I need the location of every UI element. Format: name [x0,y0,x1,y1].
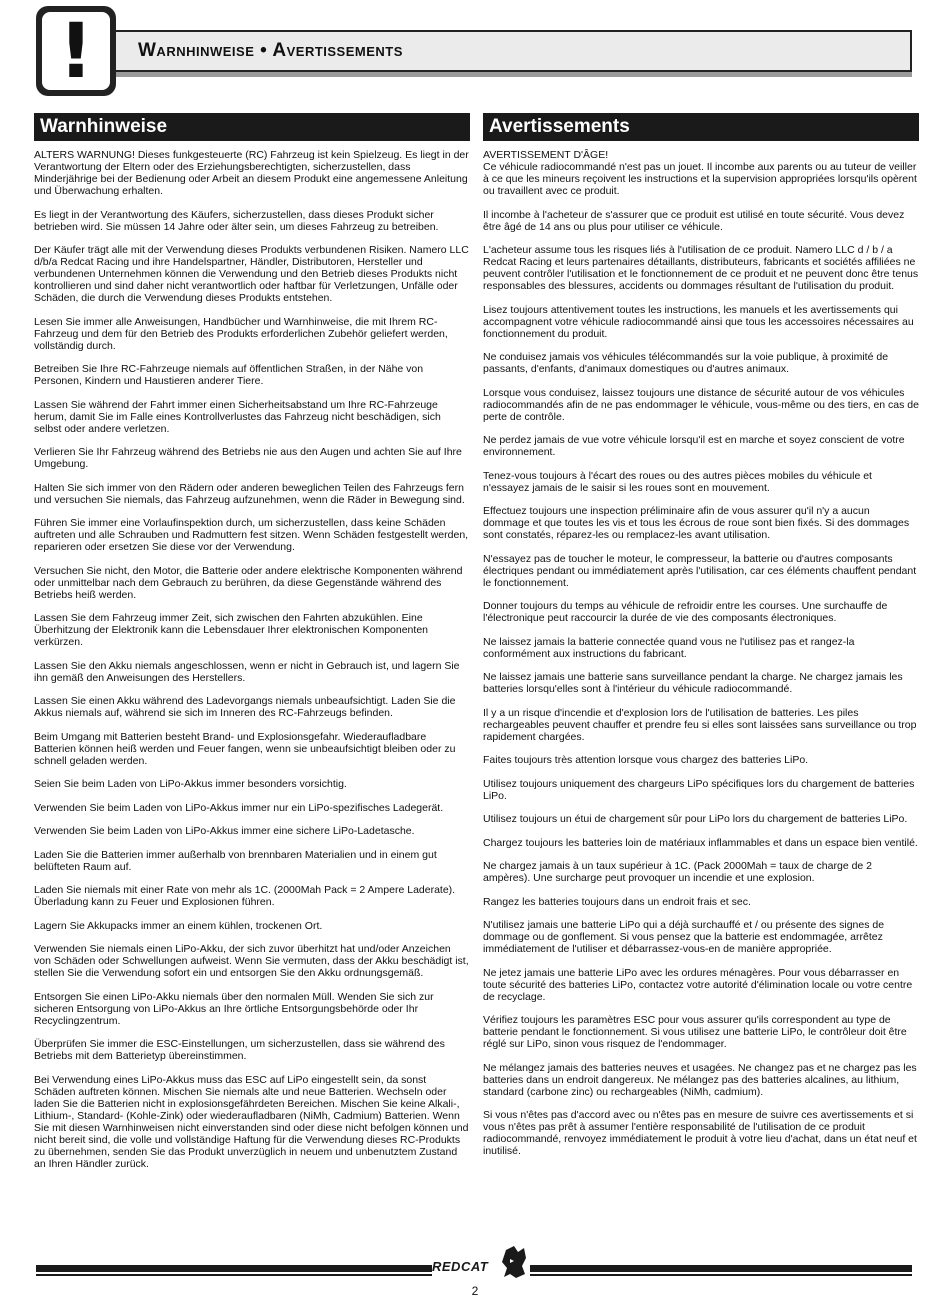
german-paragraph: Es liegt in der Verantwortung des Käufers, sicherzustellen, dass dieses Produkt sicher betrieben wird. Sie müssen 14 Jahre oder älter sein, um dieses Fahrzeug zu betreiben. [34,208,439,233]
german-paragraph: Verlieren Sie Ihr Fahrzeug während des Betriebs nie aus den Augen und achten Sie auf Ihre Umgebung. [34,446,462,470]
german-paragraph: Betreiben Sie Ihre RC-Fahrzeuge niemals auf öffentlichen Straßen, in der Nähe von Personen, Kindern und Haustieren anderer Tiere. [34,363,424,387]
french-heading: Avertissements [483,113,919,141]
french-paragraph: Effectuez toujours une inspection préliminaire afin de vous assurer qu'il n'y a aucun dommage et que toutes les vis et tous les écrous de roue sont bien fixés. Si des dommages sont constatés, réparez-les ou remplacez-les avant utilisation. [483,505,910,541]
french-paragraph: Rangez les batteries toujours dans un endroit frais et sec. [483,895,751,908]
french-paragraph: L'acheteur assume tous les risques liés à l'utilisation de ce produit. Namero LLC d / b / a Redcat Racing et leurs partenaires détaillants, distributeurs, fabricants et sociétés affiliées ne peuvent contrôler l'utilisation et le fonctionnement de ce produit et ne peuvent donc être tenus responsables des blessures, accidents ou dommages résultant de l'utilisation du produit. [483,244,919,292]
warning-badge-inner [42,6,110,95]
french-paragraph: N'utilisez jamais une batterie LiPo qui a déjà surchauffé et / ou présente des signes de dommage ou de gonflement. Si vous pensez que la batterie est endommagée, arrêtez immédiatement de l'utiliser et débarrassez-vous-en de manière appropriée. [483,919,885,955]
french-paragraph: N'essayez pas de toucher le moteur, le compresseur, la batterie ou d'autres composants électriques pendant ou immédiatement après l'utilisation, car ces éléments chauffent pendant le fonctionnement. [483,552,917,589]
french-paragraph: Lisez toujours attentivement toutes les instructions, les manuels et les avertissements qui accompagnent votre véhicule radiocommandé ainsi que tous les accessoires nécessaires au fonctionnement du produit. [483,303,914,340]
german-heading: Warnhinweise [34,113,470,141]
french-paragraph: Tenez-vous toujours à l'écart des roues ou des autres pièces mobiles du véhicule et n'essayez jamais de le saisir si les roues sont en mouvement. [483,469,872,494]
german-paragraph: ALTERS WARNUNG! Dieses funkgesteuerte (RC) Fahrzeug ist kein Spielzeug. Es liegt in der Verantwortung der Eltern oder des Erziehungsberechtigten, sicherzustellen, dass Minderjährige bei der Bedienung oder Arbeit an diesem Produkt eine angemessene Anleitung und Überwachung erhalten. [34,149,469,197]
footer-rule-left [36,1265,432,1272]
german-paragraph: Der Käufer trägt alle mit der Verwendung dieses Produkts verbundenen Risiken. Namero LLC d/b/a Redcat Racing und ihre Handelspartner, Händler, Distributoren, Hersteller und verbundenen Unternehmen können die Verwendung und den Betrieb dieses Produkts nicht kontrollieren und sind daher nicht verantwortlich oder haftbar für Verletzungen, Unfälle oder Schäden, die durch die Verwendung dieses Produkts entstehen. [34,244,469,304]
redcat-logo-text: REDCAT [432,1259,489,1274]
german-paragraphs [34,149,470,1170]
cat-head-shape [502,1246,526,1278]
german-paragraph: Verwenden Sie beim Laden von LiPo-Akkus immer nur ein LiPo-spezifisches Ladegerät. [34,801,444,814]
title-bar [116,30,912,72]
french-paragraph: Ne jetez jamais une batterie LiPo avec les ordures ménagères. Pour vous débarrasser en toute sécurité des batteries LiPo, contactez votre autorité d'élimination locale ou votre centre de recyclage. [483,966,913,1003]
french-paragraphs [483,149,919,1157]
french-paragraph: Ne laissez jamais la batterie connectée quand vous ne l'utilisez pas et rangez-la conformément aux instructions du fabricant. [483,635,855,660]
german-paragraph: Seien Sie beim Laden von LiPo-Akkus immer besonders vorsichtig. [34,778,347,790]
page-title: Warnhinweise • Avertissements [138,40,403,61]
warning-badge [36,6,116,96]
german-paragraph: Lagern Sie Akkupacks immer an einem kühlen, trockenen Ort. [34,919,323,932]
german-paragraph: Bei Verwendung eines LiPo-Akkus muss das ESC auf LiPo eingestellt sein, da sonst Schäden auftreten können. Mischen Sie niemals alte und neue Batterien. Wechseln oder laden Sie die Batterien nicht in explosionsgefährdeten Bereichen. Mischen Sie keine Alkali-, Lithium-, Standard- (Kohle-Zink) oder wiederaufladbaren (NiMh, Cadmium) Batterien. Wenn Sie mit diesen Warnhinweisen nicht einverstanden sind oder diese nicht befolgen können und nicht bereit sind, die volle und vollständige Haftung für die Verwendung dieses RC-Produkts zu übernehmen, senden Sie das Produkt unverzüglich in neuem und unbenutztem Zustand an Ihren Händler zurück. [34,1073,469,1170]
german-paragraph: Verwenden Sie niemals einen LiPo-Akku, der sich zuvor überhitzt hat und/oder Anzeichen von Schäden oder Schwellungen aufweist. Wenn Sie vermuten, dass der Akku beschädigt ist, stellen Sie die Verwendung sofort ein und entsorgen Sie den Akku ordnungsgemäß. [34,943,469,979]
redcat-cat-head-logo [428,1244,532,1284]
french-paragraph: Ne conduisez jamais vos véhicules télécommandés sur la voie publique, à proximité de passants, d'enfants, d'animaux domestiques ou d'autres animaux. [483,351,889,375]
german-paragraph: Lassen Sie dem Fahrzeug immer Zeit, sich zwischen den Fahrten abzukühlen. Eine Überhitzung der Elektronik kann die Lebensdauer Ihrer elektronischen Komponenten verkürzen. [34,612,428,648]
german-paragraph: Lesen Sie immer alle Anweisungen, Handbücher und Warnhinweise, die mit Ihrem RC-Fahrzeug und dem für den Betrieb des Produkts erforderlichen Zubehör geliefert werden, vollständig durch. [34,315,448,352]
french-paragraph: Ne mélangez jamais des batteries neuves et usagées. Ne changez pas et ne chargez pas les batteries dans un endroit dangereux. Ne mélangez pas des batteries alcalines, au lithium, standard (carbone zinc) ou rechargeables (NiMh, cadmium). [483,1061,917,1098]
french-paragraph: Faites toujours très attention lorsque vous chargez des batteries LiPo. [483,754,809,766]
french-paragraph: Ne laissez jamais une batterie sans surveillance pendant la charge. Ne chargez jamais les batteries lorsqu'elles sont à l'intérieur du véhicule radiocommandé. [483,671,903,695]
french-paragraph: Chargez toujours les batteries loin de matériaux inflammables et dans un espace bien ventilé. [483,836,918,849]
german-paragraph: Führen Sie immer eine Vorlaufinspektion durch, um sicherzustellen, dass keine Schäden auftreten und alle Schrauben und Radmuttern fest sitzen. Wenn Schäden festgestellt werden, reparieren oder ersetzen Sie diese vor der Verwendung. [34,517,469,553]
french-paragraph: Il incombe à l'acheteur de s'assurer que ce produit est utilisé en toute sécurité. Vous devez être âgé de 14 ans ou plus pour utiliser ce véhicule. [483,208,905,233]
french-paragraph: Il y a un risque d'incendie et d'explosion lors de l'utilisation de batteries. Les piles rechargeables peuvent chauffer et prendre feu si elles sont laissées sans surveillance ou trop rapidement chargées. [483,706,917,743]
german-paragraph: Lassen Sie einen Akku während des Ladevorgangs niemals unbeaufsichtigt. Laden Sie die Akkus niemals auf, während sie sich im Inneren des RC-Fahrzeugs befinden. [34,695,456,719]
german-paragraph: Lassen Sie den Akku niemals angeschlossen, wenn er nicht in Gebrauch ist, und lagern Sie ihn gemäß den Anweisungen des Herstellers. [34,659,460,684]
french-paragraph: Vérifiez toujours les paramètres ESC pour vous assurer qu'ils correspondent au type de batterie pendant le fonctionnement. Si vous utilisez une batterie LiPo, le contrôleur doit être réglé sur LiPo, sinon vous risquez de l'endommager. [483,1014,907,1050]
french-paragraph: Utilisez toujours uniquement des chargeurs LiPo spécifiques lors du chargement de batteries LiPo. [483,777,915,802]
german-paragraph: Überprüfen Sie immer die ESC-Einstellungen, um sicherzustellen, dass sie während des Betriebs mit dem Batterietyp übereinstimmen. [34,1038,445,1062]
french-paragraph: AVERTISSEMENT D'ÂGE! Ce véhicule radiocommandé n'est pas un jouet. Il incombe aux parents ou au tuteur de veiller à ce que les mineurs reçoivent les instructions et la supervision appropriées lorsqu'ils opèrent ou travaillent avec ce produit. [483,149,917,197]
french-paragraph: Donner toujours du temps au véhicule de refroidir entre les courses. Une surchauffe de l'électronique peut raccourcir la durée de vie des composants électroniques. [483,600,888,624]
german-paragraph: Halten Sie sich immer von den Rädern oder anderen beweglichen Teilen des Fahrzeugs fern und versuchen Sie niemals, das Fahrzeug aufzunehmen, wenn die Räder in Bewegung sind. [34,481,465,506]
german-paragraph: Laden Sie niemals mit einer Rate von mehr als 1C. (2000Mah Pack = 2 Ampere Laderate). Überladung kann zu Feuer und Explosionen führen. [34,884,456,908]
exclamation-icon: ! [58,6,94,95]
german-paragraph: Entsorgen Sie einen LiPo-Akku niemals über den normalen Müll. Wenden Sie sich zur sicheren Entsorgung von LiPo-Akkus an Ihre örtliche Entsorgungsbehörde oder Ihr Recyclingzentrum. [34,990,434,1027]
footer-rule-right [530,1265,912,1272]
french-paragraph: Ne chargez jamais à un taux supérieur à 1C. (Pack 2000Mah = taux de charge de 2 ampères). Une surcharge peut provoquer un incendie et une explosion. [483,860,873,884]
german-paragraph: Beim Umgang mit Batterien besteht Brand- und Explosionsgefahr. Wiederaufladbare Batterien können heiß werden und Feuer fangen, wenn sie unbeaufsichtigt bleiben oder zu schnell geladen werden. [34,730,456,767]
german-paragraph: Laden Sie die Batterien immer außerhalb von brennbaren Materialien und in einem gut belüfteten Raum auf. [34,848,437,873]
french-paragraph: Lorsque vous conduisez, laissez toujours une distance de sécurité autour de vos véhicules radiocommandés afin de ne pas endommager le véhicule, vous-même ou des tiers, en cas de perte de contrôle. [483,386,919,423]
french-paragraph: Utilisez toujours un étui de chargement sûr pour LiPo lors du chargement de batteries LiPo. [483,813,908,825]
page-number: 2 [471,1284,479,1298]
german-paragraph: Verwenden Sie beim Laden von LiPo-Akkus immer eine sichere LiPo-Ladetasche. [34,825,415,837]
french-column [483,113,919,1169]
german-column [34,113,470,1181]
german-paragraph: Versuchen Sie nicht, den Motor, die Batterie oder andere elektrische Komponenten während oder unmittelbar nach dem Gebrauch zu berühren, da diese Gegenstände während des Betriebs heiß werden. [34,564,463,601]
french-paragraph: Ne perdez jamais de vue votre véhicule lorsqu'il est en marche et soyez conscient de votre environnement. [483,434,905,458]
french-paragraph: Si vous n'êtes pas d'accord avec ou n'êtes pas en mesure de suivre ces avertissements et si vous n'êtes pas prêt à assumer l'entière responsabilité de l'utilisation de ce produit radiocommandé, renvoyez immédiatement le produit à votre lieu d'achat, dans un état neuf et inutilisé. [483,1109,917,1157]
german-paragraph: Lassen Sie während der Fahrt immer einen Sicherheitsabstand um Ihre RC-Fahrzeuge herum, damit Sie im Falle eines Kontrollverlustes das Fahrzeug nicht beschädigen, sich selbst oder andere verletzen. [34,398,441,435]
